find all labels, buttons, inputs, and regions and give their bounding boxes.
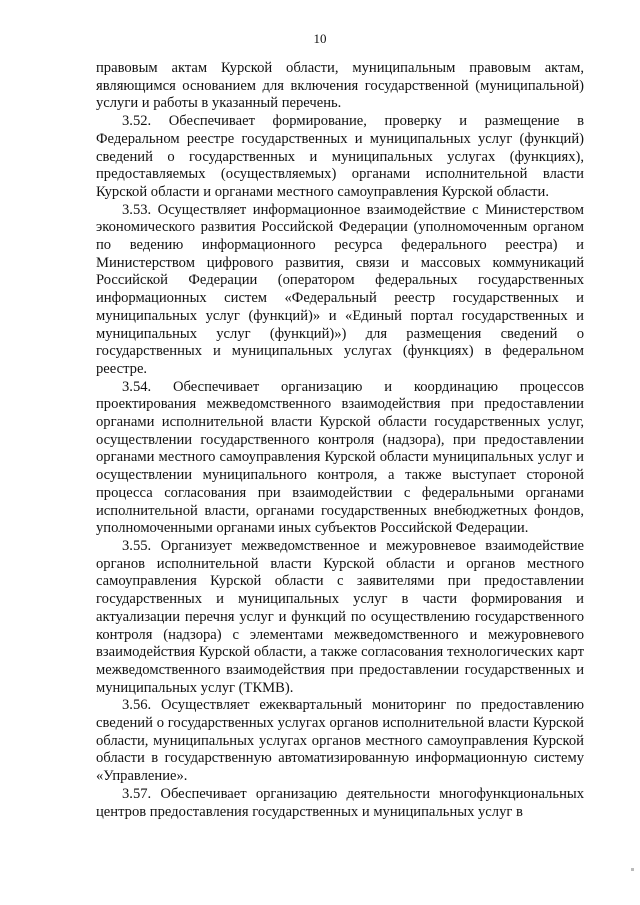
document-body	[96, 60, 584, 821]
paragraph-3-54: 3.54. Обеспечивает организацию и координацию процессов проектирования межведомственного взаимодействия при предоставлении органами исполнительной власти Курской области государственных услуг, осуществлении государственного контроля (надзора), при предоставлении органами местного самоуправления Курской области муниципальных услуг и осуществлении муниципального контроля, а также выступает стороной процесса согласования при взаимодействии с федеральными органами исполнительной власти, органами государственных внебюджетных фондов, уполномоченными органами иных субъектов Российской Федерации.	[96, 378, 584, 537]
paragraph-3-57: 3.57. Обеспечивает организацию деятельности многофункциональных центров предоставления государственных и муниципальных услуг в	[96, 785, 584, 820]
scan-edge-mark	[631, 868, 634, 871]
page-number: 10	[313, 31, 327, 46]
paragraph-continuation: правовым актам Курской области, муниципальным правовым актам, являющимся основанием для включения государственной (муниципальной) услуги и работы в указанный перечень.	[96, 60, 584, 112]
paragraph-3-56: 3.56. Осуществляет ежеквартальный мониторинг по предоставлению сведений о государственных услугах органов исполнительной власти Курской области, муниципальных услугах органов местного самоуправления Курской области в государственную автоматизированную информационную систему «Управление».	[96, 697, 584, 785]
paragraph-3-53: 3.53. Осуществляет информационное взаимодействие с Министерством экономического развития Российской Федерации (уполномоченным органом по ведению информационного ресурса федерального реестра) и Министерством цифрового развития, связи и массовых коммуникаций Российской Федерации (оператором федеральных государственных информационных систем «Федеральный реестр государственных и муниципальных услуг (функций)» и «Единый портал государственных и муниципальных услуг (функций)») для размещения сведений о государственных и муниципальных услугах (функциях) в федеральном реестре.	[96, 201, 584, 377]
paragraph-3-52: 3.52. Обеспечивает формирование, проверку и размещение в Федеральном реестре государственных и муниципальных услуг (функций) сведений о государственных и муниципальных услугах (функциях), предоставляемых (осуществляемых) органами исполнительной власти Курской области и органами местного самоуправления Курской области.	[96, 113, 584, 200]
paragraph-3-55: 3.55. Организует межведомственное и межуровневое взаимодействие органов исполнительной власти Курской области и органов местного самоуправления Курской области с заявителями при предоставлении государственных и муниципальных услуг в части формирования и актуализации перечня услуг и функций по осуществлению государственного контроля (надзора) с элементами межведомственного и межуровневого взаимодействия Курской области, а также согласования технологических карт межведомственного взаимодействия при предоставлении государственных и муниципальных услуг (ТКМВ).	[96, 537, 584, 696]
